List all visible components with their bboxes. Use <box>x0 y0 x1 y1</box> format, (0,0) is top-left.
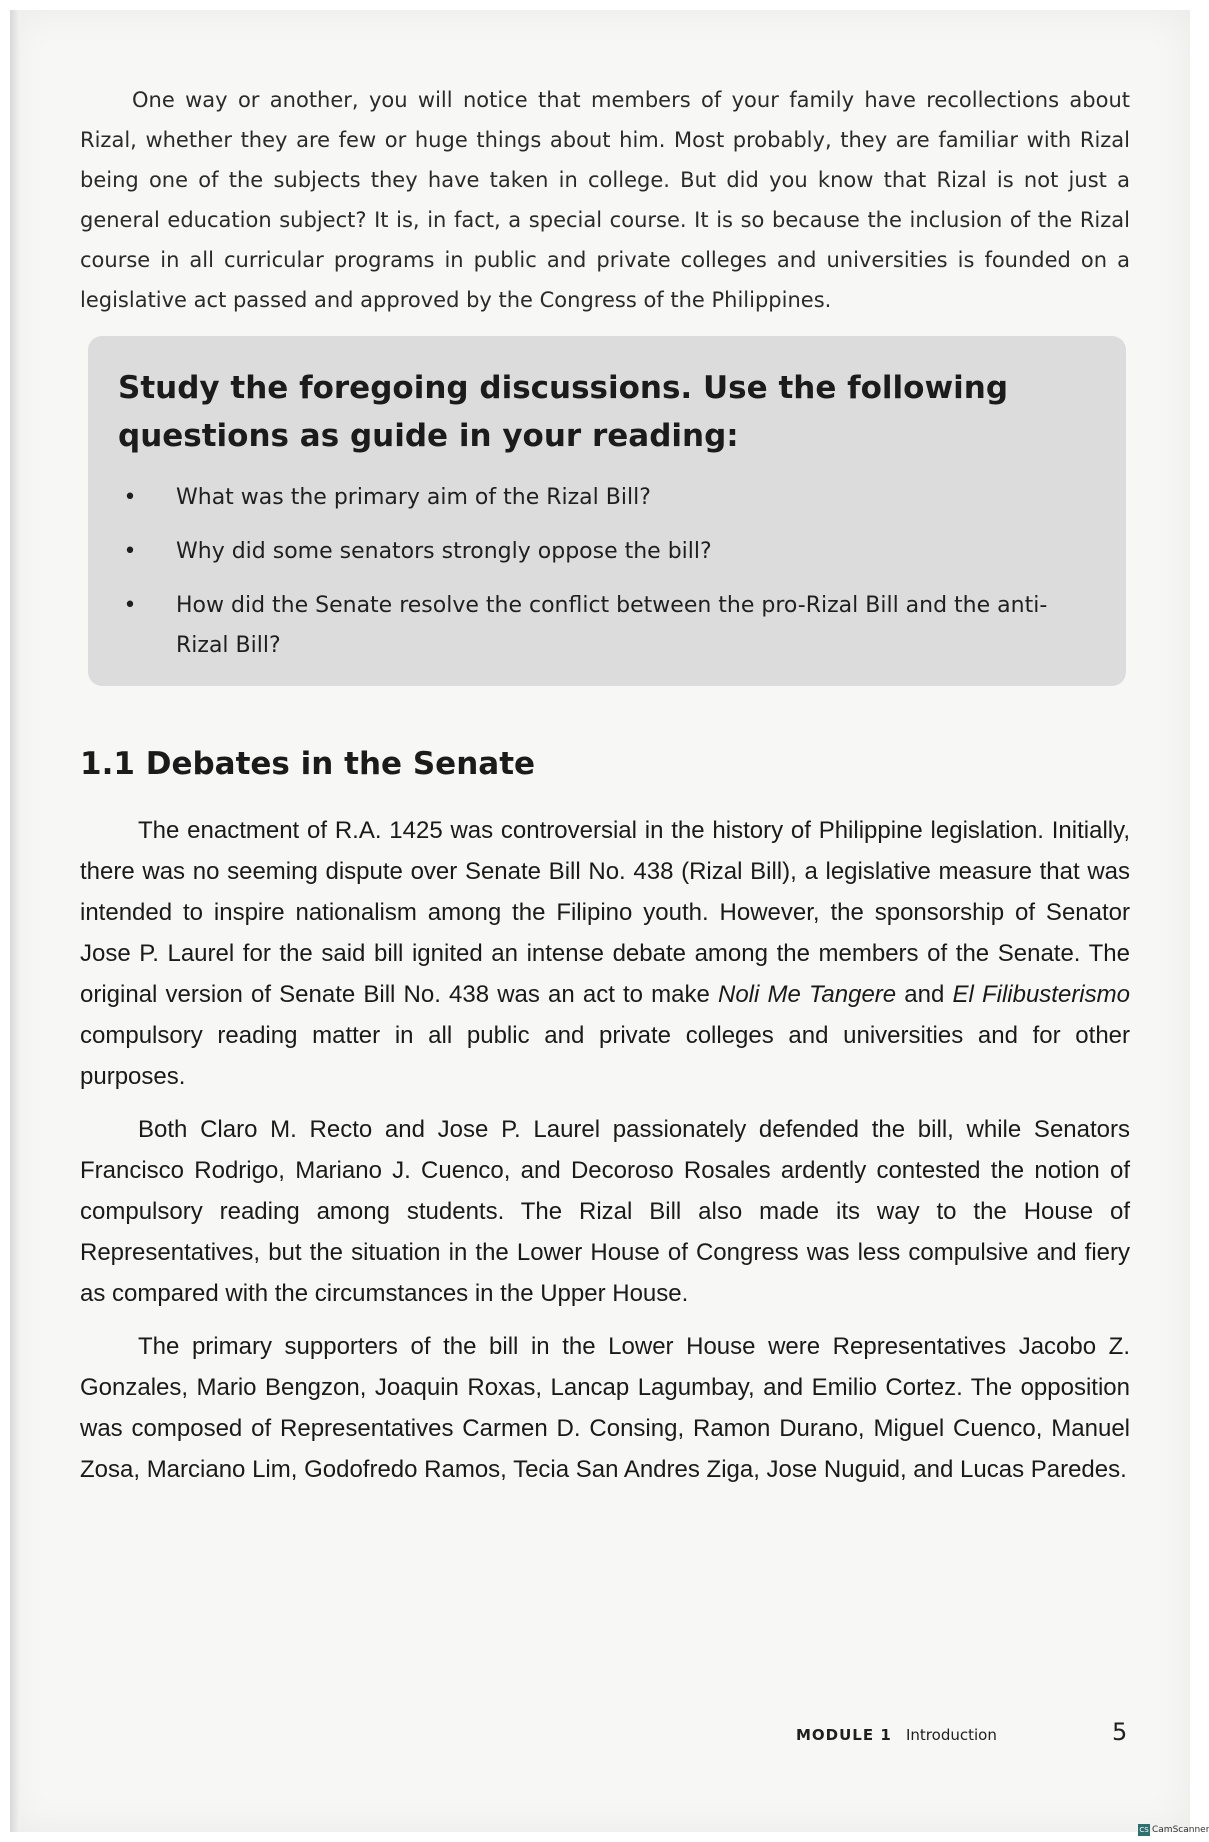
body-paragraph-2: Both Claro M. Recto and Jose P. Laurel passionately defended the bill, while Senators Francisco Rodrigo, Mariano J. Cuenco, and Decoroso Rosales ardently contested the notion of compulsory reading among students. The Rizal Bill also made its way to the House of Representatives, but the situation in the Lower House of Congress was less compulsive and fiery as compared with the circumstances in the Upper House. <box>80 1116 1130 1307</box>
page-number: 5 <box>1112 1718 1128 1746</box>
guide-question <box>118 532 1096 572</box>
camscanner-logo-icon: CS <box>1139 1825 1149 1834</box>
body-paragraph-3: The primary supporters of the bill in the Lower House were Representatives Jacobo Z. Gonzales, Mario Bengzon, Joaquin Roxas, Lancap Lagumbay, and Emilio Cortez. The opposition was composed of Representatives Carmen D. Consing, Ramon Durano, Miguel Cuenco, Manuel Zosa, Marciano Lim, Godofredo Ramos, Tecia San Andres Ziga, Jose Nuguid, and Lucas Paredes. <box>80 1333 1130 1483</box>
page-content <box>80 80 1130 1502</box>
intro-paragraph: One way or another, you will notice that members of your family have recollections about Rizal, whether they are few or huge things about him. Most probably, they are familiar with Rizal being one of the subjects they have taken in college. But did you know that Rizal is not just a general education subject? It is, in fact, a special course. It is so because the inclusion of the Rizal course in all curricular programs in public and private colleges and universities is founded on a legislative act passed and approved by the Congress of the Philippines. <box>80 88 1130 312</box>
paragraph-text: The enactment of R.A. 1425 was controversial in the history of Philippine legislation. Initially, there was no seeming dispute over Senate Bill No. 438 (Rizal Bill), a legislative measure that was intended to inspire nationalism among the Filipino youth. However, the sponsorship of Senator Jose P. Laurel for the said bill ignited an intense debate among the members of the Senate. The original version of Senate Bill No. 438 was an act to make <box>80 817 1130 1008</box>
body-paragraph-1 <box>80 810 1130 1097</box>
bullet-icon: • <box>123 593 137 618</box>
paragraph-text: and <box>896 981 953 1008</box>
guide-title: Study the foregoing discussions. Use the following questions as guide in your reading: <box>118 370 1009 454</box>
footer-module-label: MODULE 1 <box>796 1726 892 1744</box>
guide-question-text: Why did some senators strongly oppose the bill? <box>176 539 712 564</box>
book-title-noli: Noli Me Tangere <box>717 981 897 1008</box>
camscanner-text: CamScanner <box>1152 1825 1209 1835</box>
guide-question <box>118 586 1096 666</box>
guide-question-text: What was the primary aim of the Rizal Bill? <box>176 485 651 510</box>
camscanner-watermark <box>1138 1823 1209 1837</box>
bullet-icon: • <box>123 539 137 564</box>
footer-module-title: Introduction <box>906 1726 997 1744</box>
page-footer <box>796 1714 1136 1754</box>
section-heading: 1.1 Debates in the Senate <box>80 746 536 782</box>
bullet-icon: • <box>123 485 137 510</box>
guide-question-list <box>118 478 1096 666</box>
guide-questions-box <box>88 336 1126 686</box>
paragraph-text: compulsory reading matter in all public and private colleges and universities and for other purposes. <box>80 1022 1130 1090</box>
book-title-fili: El Filibusterismo <box>952 981 1130 1008</box>
guide-question <box>118 478 1096 518</box>
page-edge-shadow <box>10 10 20 1832</box>
guide-question-text: How did the Senate resolve the conflict between the pro-Rizal Bill and the anti-Rizal Bill? <box>176 593 1048 658</box>
